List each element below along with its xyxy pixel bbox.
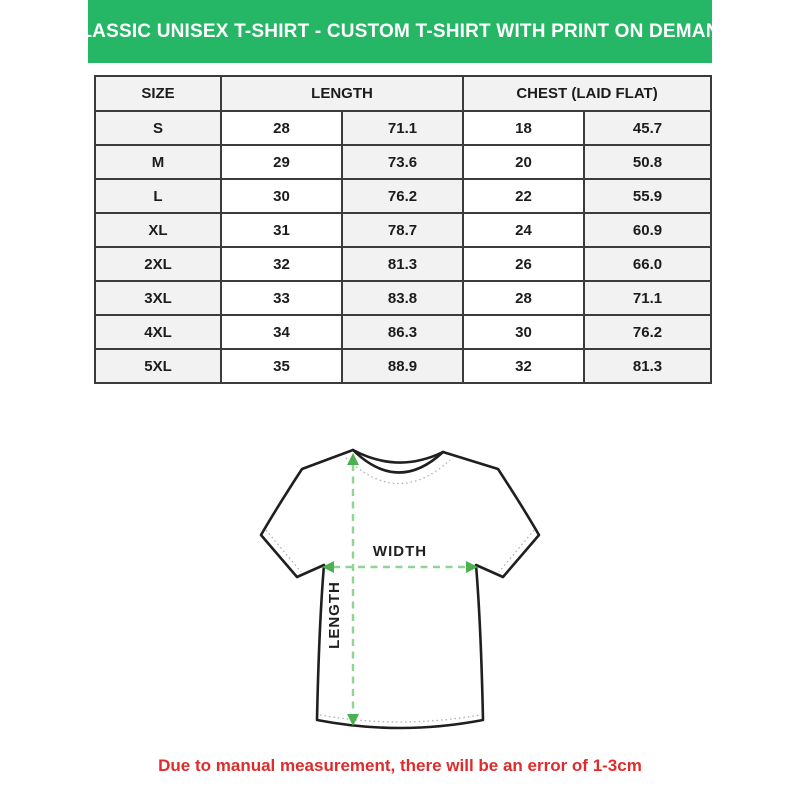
size-cell: 2XL <box>95 247 221 281</box>
length-cm-cell: 81.3 <box>342 247 463 281</box>
table-row <box>95 315 711 349</box>
chest-cm-cell: 60.9 <box>584 213 711 247</box>
chest-in-cell: 20 <box>463 145 584 179</box>
chest-cm-cell: 71.1 <box>584 281 711 315</box>
chest-in-cell: 30 <box>463 315 584 349</box>
table-row <box>95 349 711 383</box>
chest-in-cell: 28 <box>463 281 584 315</box>
length-cm-cell: 76.2 <box>342 179 463 213</box>
header-length: LENGTH <box>221 76 463 111</box>
size-cell: L <box>95 179 221 213</box>
chest-cm-cell: 66.0 <box>584 247 711 281</box>
table-row <box>95 281 711 315</box>
chest-in-cell: 22 <box>463 179 584 213</box>
title-banner <box>66 0 734 63</box>
size-table-body <box>95 111 711 383</box>
tshirt-diagram <box>240 428 560 763</box>
size-cell: M <box>95 145 221 179</box>
length-cm-cell: 88.9 <box>342 349 463 383</box>
chest-cm-cell: 45.7 <box>584 111 711 145</box>
table-row <box>95 213 711 247</box>
length-in-cell: 34 <box>221 315 342 349</box>
size-cell: S <box>95 111 221 145</box>
length-cm-cell: 73.6 <box>342 145 463 179</box>
header-size: SIZE <box>95 76 221 111</box>
size-cell: 3XL <box>95 281 221 315</box>
length-in-cell: 32 <box>221 247 342 281</box>
size-cell: XL <box>95 213 221 247</box>
page-title: CLASSIC UNISEX T-SHIRT - CUSTOM T-SHIRT WITH PRINT ON DEMAND <box>66 20 734 42</box>
chest-cm-cell: 50.8 <box>584 145 711 179</box>
chest-cm-cell: 55.9 <box>584 179 711 213</box>
length-in-cell: 33 <box>221 281 342 315</box>
length-cm-cell: 83.8 <box>342 281 463 315</box>
length-in-cell: 28 <box>221 111 342 145</box>
length-cm-cell: 71.1 <box>342 111 463 145</box>
length-in-cell: 35 <box>221 349 342 383</box>
length-cm-cell: 86.3 <box>342 315 463 349</box>
size-cell: 5XL <box>95 349 221 383</box>
length-in-cell: 29 <box>221 145 342 179</box>
chest-in-cell: 26 <box>463 247 584 281</box>
table-row <box>95 179 711 213</box>
chest-in-cell: 18 <box>463 111 584 145</box>
chest-in-cell: 32 <box>463 349 584 383</box>
tshirt-outline-icon <box>261 450 539 728</box>
length-label: LENGTH <box>326 581 343 649</box>
chest-in-cell: 24 <box>463 213 584 247</box>
width-label: WIDTH <box>372 543 428 560</box>
measurement-disclaimer: Due to manual measurement, there will be an error of 1-3cm <box>158 756 642 775</box>
length-in-cell: 30 <box>221 179 342 213</box>
table-row <box>95 145 711 179</box>
table-header-row <box>95 76 711 111</box>
chest-cm-cell: 76.2 <box>584 315 711 349</box>
length-in-cell: 31 <box>221 213 342 247</box>
chest-cm-cell: 81.3 <box>584 349 711 383</box>
length-cm-cell: 78.7 <box>342 213 463 247</box>
size-cell: 4XL <box>95 315 221 349</box>
table-row <box>95 247 711 281</box>
header-chest: CHEST (LAID FLAT) <box>463 76 711 111</box>
table-row <box>95 111 711 145</box>
size-table <box>94 75 712 384</box>
